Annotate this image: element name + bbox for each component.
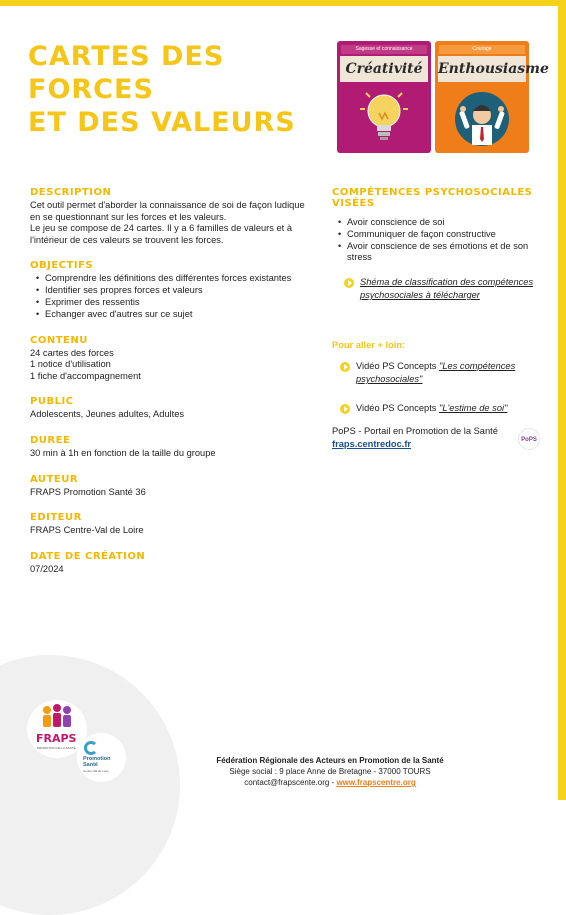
card-illustrations (337, 41, 549, 153)
auteur-section (30, 474, 315, 499)
card-creativite (337, 41, 431, 153)
editeur-heading: EDITEUR (30, 512, 82, 524)
footer-line-3 (150, 777, 510, 788)
description-section (30, 187, 315, 246)
footer-email[interactable]: contact@frapscente.org (244, 778, 330, 787)
card-word: Créativité (340, 56, 428, 82)
list-item: • Avoir conscience de soi (338, 217, 542, 229)
auteur-heading: AUTEUR (30, 473, 79, 485)
list-item: • Exprimer des ressentis (36, 297, 315, 309)
pops-text: PoPS - Portail en Promotion de la Santé (332, 426, 498, 436)
arc-icon (84, 741, 98, 755)
list-item: • Communiquer de façon constructive (338, 229, 542, 241)
competences-list (332, 217, 542, 264)
duree-section (30, 435, 315, 460)
pops-logo: PoPS (518, 428, 540, 450)
list-item: • Echanger avec d'autres sur ce sujet (36, 309, 315, 321)
public-section (30, 396, 315, 421)
pops-link[interactable]: fraps.centredoc.fr (332, 438, 412, 449)
title-line-1: CARTES DES FORCES (28, 41, 225, 105)
footer-line-1: Fédération Régionale des Acteurs en Promotion de la Santé (216, 756, 444, 765)
duree-heading: DUREE (30, 434, 71, 446)
public-heading: PUBLIC (30, 396, 74, 408)
description-text-1: Cet outil permet d'aborder la connaissance de soi de façon ludique en se questionnant sur les forces et les valeurs. (30, 200, 305, 222)
footer-website-link[interactable]: www.frapscentre.org (336, 778, 416, 787)
list-item: • Identifier ses propres forces et valeurs (36, 285, 315, 297)
duree-text: 30 min à 1h en fonction de la taille du groupe (30, 447, 216, 458)
editeur-section (30, 512, 315, 537)
right-accent-bar (558, 0, 566, 800)
objectifs-list (30, 273, 315, 320)
date-text: 07/2024 (30, 563, 64, 574)
footer-separator: - (329, 778, 337, 787)
video-link-1-text[interactable]: "Les compétences psychosociales" (356, 361, 516, 385)
objectifs-heading: OBJECTIFS (30, 260, 94, 272)
left-column (30, 187, 315, 585)
promotion-sante-text: Promotion Santé (83, 756, 111, 768)
public-text: Adolescents, Jeunes adultes, Adultes (30, 409, 185, 420)
date-heading: DATE DE CRÉATION (30, 550, 146, 562)
play-icon (340, 362, 350, 372)
contenu-item: 1 notice d'utilisation (30, 359, 111, 370)
page-title (28, 40, 328, 139)
promotion-sante-logo (77, 733, 126, 782)
play-icon (344, 278, 354, 288)
competences-heading: COMPÉTENCES PSYCHOSOCIALES VISÉES (332, 187, 533, 209)
top-accent-bar (0, 0, 566, 6)
footer-line-2: Siège social : 9 place Anne de Bretagne - 37000 TOURS (229, 767, 431, 776)
card-enthousiasme (435, 41, 549, 153)
editeur-text: FRAPS Centre-Val de Loire (30, 525, 144, 536)
fraps-logo-text: FRAPS (36, 732, 77, 745)
classification-link[interactable] (332, 276, 542, 302)
contenu-item: 24 cartes des forces (30, 347, 114, 358)
list-item: • Comprendre les définitions des différentes forces existantes (36, 273, 315, 285)
lightbulb-icon (354, 87, 414, 149)
pops-block (332, 425, 544, 450)
date-section (30, 551, 315, 576)
contenu-item: 1 fiche d'accompagnement (30, 370, 141, 381)
video-link-2[interactable] (332, 402, 542, 415)
contenu-section (30, 335, 315, 383)
video-link-2-text[interactable]: "L'estime de soi" (439, 403, 508, 414)
description-heading: DESCRIPTION (30, 187, 112, 198)
video-link-1[interactable] (332, 360, 542, 386)
card-ribbon: Courage (439, 45, 525, 54)
right-column (332, 187, 542, 415)
description-text-2: Le jeu se compose de 24 cartes. Il y a 6 familles de valeurs et à l'intérieur de ces valeurs se trouvent les forces. (30, 223, 293, 245)
contenu-heading: CONTENU (30, 334, 88, 346)
objectifs-section (30, 260, 315, 320)
list-item: • Avoir conscience de ses émotions et de son stress (338, 241, 542, 265)
footer (150, 755, 510, 788)
fraps-logo-subtext: PROMOTION DE LA SANTÉ (37, 746, 76, 750)
video-prefix: Vidéo PS Concepts (356, 361, 440, 372)
classification-link-text[interactable]: Shéma de classification des compétences psychosociales à télécharger (360, 277, 534, 301)
cheering-person-icon (452, 87, 512, 149)
title-line-2: ET DES VALEURS (28, 107, 296, 138)
card-ribbon: Sagesse et connaissance (341, 45, 427, 54)
video-prefix: Vidéo PS Concepts (356, 403, 440, 414)
people-icon (27, 700, 87, 732)
auteur-text: FRAPS Promotion Santé 36 (30, 486, 146, 497)
pour-aller-plus-loin-heading: Pour aller + loin: (332, 340, 406, 351)
play-icon (340, 404, 350, 414)
card-word: Enthousiasme (438, 56, 526, 82)
promotion-sante-subtext: Centre-Val de Loire (83, 769, 109, 773)
